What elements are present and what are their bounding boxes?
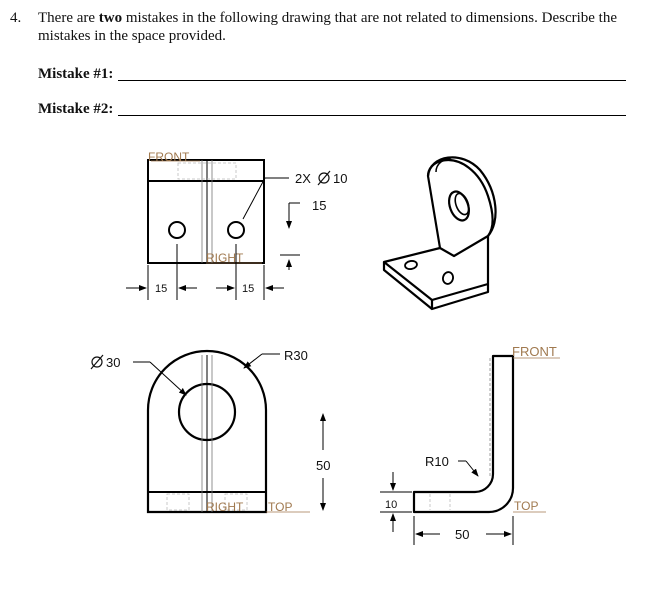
dim-thickness: 10: [385, 499, 398, 511]
view-label-right: RIGHT: [206, 251, 244, 265]
view-label-top-right: TOP: [514, 499, 539, 513]
question-text: There are two mistakes in the following drawing that are not related to dimensions. Describe the mistakes in the space provided.: [38, 10, 618, 44]
dim-height-50: 50: [316, 458, 331, 473]
hole-right: [228, 222, 244, 238]
r10-leader-line: [466, 461, 478, 476]
depth-dimension: [280, 203, 300, 270]
mistake-1-label: Mistake #1:: [38, 66, 114, 82]
view-label-front: FRONT: [148, 150, 190, 164]
dim-dia-30: 30: [106, 355, 121, 370]
dim-r10: R10: [425, 454, 449, 469]
question-number: 4.: [10, 10, 22, 26]
view-label-right-lower: RIGHT: [206, 500, 244, 514]
dim-r30: R30: [284, 348, 308, 363]
spacing-dimensions: [126, 244, 284, 300]
lower-orthographic-view: [148, 351, 310, 512]
isometric-view: [384, 157, 496, 309]
diameter-icon: [91, 355, 103, 369]
hole-left: [169, 222, 185, 238]
hole-leader-line: [243, 178, 265, 219]
dim-left-spacing: 15: [155, 283, 168, 295]
r30-leader-line: [244, 354, 262, 368]
dim-holes-count: 2X: [295, 171, 311, 186]
dim-holes-diameter: 10: [333, 171, 348, 186]
side-view: [414, 356, 513, 512]
view-label-top-lower: TOP: [268, 500, 293, 514]
view-label-front-lower: FRONT: [512, 344, 557, 359]
dim-width-50: 50: [455, 527, 470, 542]
diameter-icon: [318, 171, 330, 185]
mistake-2-label: Mistake #2:: [38, 101, 114, 117]
hidden-hole: [167, 494, 189, 510]
dim-depth: 15: [312, 198, 327, 213]
dim-right-spacing: 15: [242, 283, 255, 295]
